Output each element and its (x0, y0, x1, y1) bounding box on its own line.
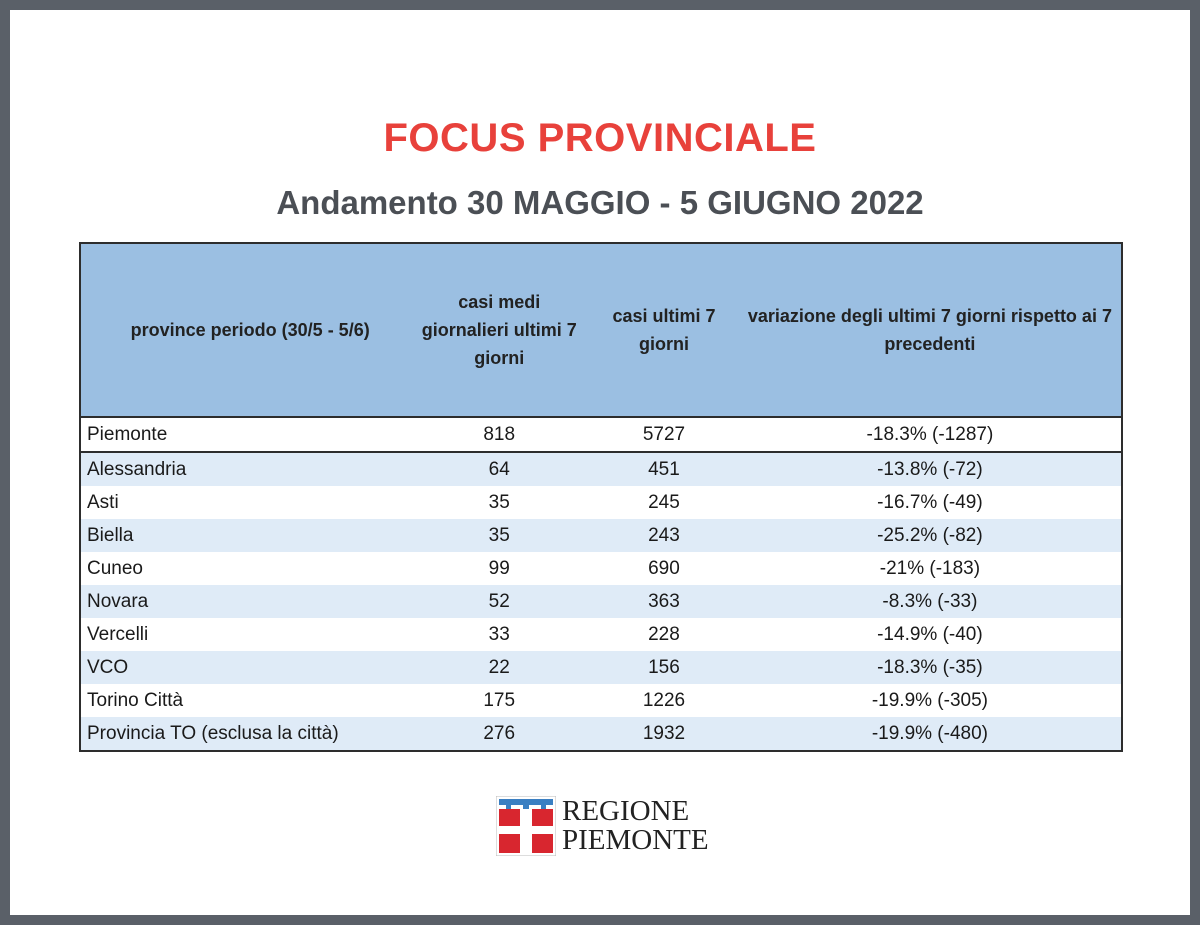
cases-7d: 363 (589, 585, 739, 618)
province-name: Asti (80, 486, 409, 519)
logo-line-1: REGIONE (562, 795, 690, 827)
province-name: Vercelli (80, 618, 409, 651)
table-row (80, 585, 1122, 618)
table-row (80, 684, 1122, 717)
header-province: province periodo (30/5 - 5/6) (80, 243, 409, 417)
cases-7d: 228 (589, 618, 739, 651)
province-name: Piemonte (80, 417, 409, 452)
page-title: FOCUS PROVINCIALE (383, 116, 817, 160)
header-variation: variazione degli ultimi 7 giorni rispetto ai 7 precedenti (739, 243, 1122, 417)
cases-7d: 243 (589, 519, 739, 552)
province-name: VCO (80, 651, 409, 684)
avg-daily-cases: 175 (409, 684, 589, 717)
avg-daily-cases: 99 (409, 552, 589, 585)
table-row (80, 717, 1122, 751)
variation: -19.9% (-480) (739, 717, 1122, 751)
province-name: Torino Città (80, 684, 409, 717)
table-row (80, 452, 1122, 486)
province-name: Novara (80, 585, 409, 618)
province-table (79, 242, 1123, 752)
cases-7d: 1932 (589, 717, 739, 751)
avg-daily-cases: 276 (409, 717, 589, 751)
variation: -14.9% (-40) (739, 618, 1122, 651)
cases-7d: 451 (589, 452, 739, 486)
avg-daily-cases: 22 (409, 651, 589, 684)
logo-wordmark (562, 797, 709, 855)
avg-daily-cases: 35 (409, 519, 589, 552)
avg-daily-cases: 35 (409, 486, 589, 519)
table-row (80, 417, 1122, 452)
province-name: Biella (80, 519, 409, 552)
document-page (10, 10, 1190, 915)
cases-7d: 245 (589, 486, 739, 519)
table-row (80, 486, 1122, 519)
header-cases-7d: casi ultimi 7 giorni (589, 243, 739, 417)
variation: -25.2% (-82) (739, 519, 1122, 552)
table-row (80, 519, 1122, 552)
province-name: Cuneo (80, 552, 409, 585)
variation: -19.9% (-305) (739, 684, 1122, 717)
variation: -18.3% (-35) (739, 651, 1122, 684)
variation: -21% (-183) (739, 552, 1122, 585)
variation: -16.7% (-49) (739, 486, 1122, 519)
avg-daily-cases: 33 (409, 618, 589, 651)
table-row (80, 552, 1122, 585)
table-row (80, 651, 1122, 684)
variation: -13.8% (-72) (739, 452, 1122, 486)
header-avg-daily: casi medi giornalieri ultimi 7 giorni (409, 243, 589, 417)
cases-7d: 690 (589, 552, 739, 585)
cases-7d: 156 (589, 651, 739, 684)
table-row (80, 618, 1122, 651)
cases-7d: 5727 (589, 417, 739, 452)
regione-piemonte-emblem-icon (496, 796, 556, 856)
regione-piemonte-logo (496, 796, 709, 856)
avg-daily-cases: 52 (409, 585, 589, 618)
province-name: Alessandria (80, 452, 409, 486)
province-name: Provincia TO (esclusa la città) (80, 717, 409, 751)
avg-daily-cases: 64 (409, 452, 589, 486)
page-subtitle: Andamento 30 MAGGIO - 5 GIUGNO 2022 (276, 184, 924, 221)
variation: -18.3% (-1287) (739, 417, 1122, 452)
logo-line-2: PIEMONTE (562, 824, 709, 856)
avg-daily-cases: 818 (409, 417, 589, 452)
cases-7d: 1226 (589, 684, 739, 717)
table-header-row (80, 243, 1122, 417)
variation: -8.3% (-33) (739, 585, 1122, 618)
